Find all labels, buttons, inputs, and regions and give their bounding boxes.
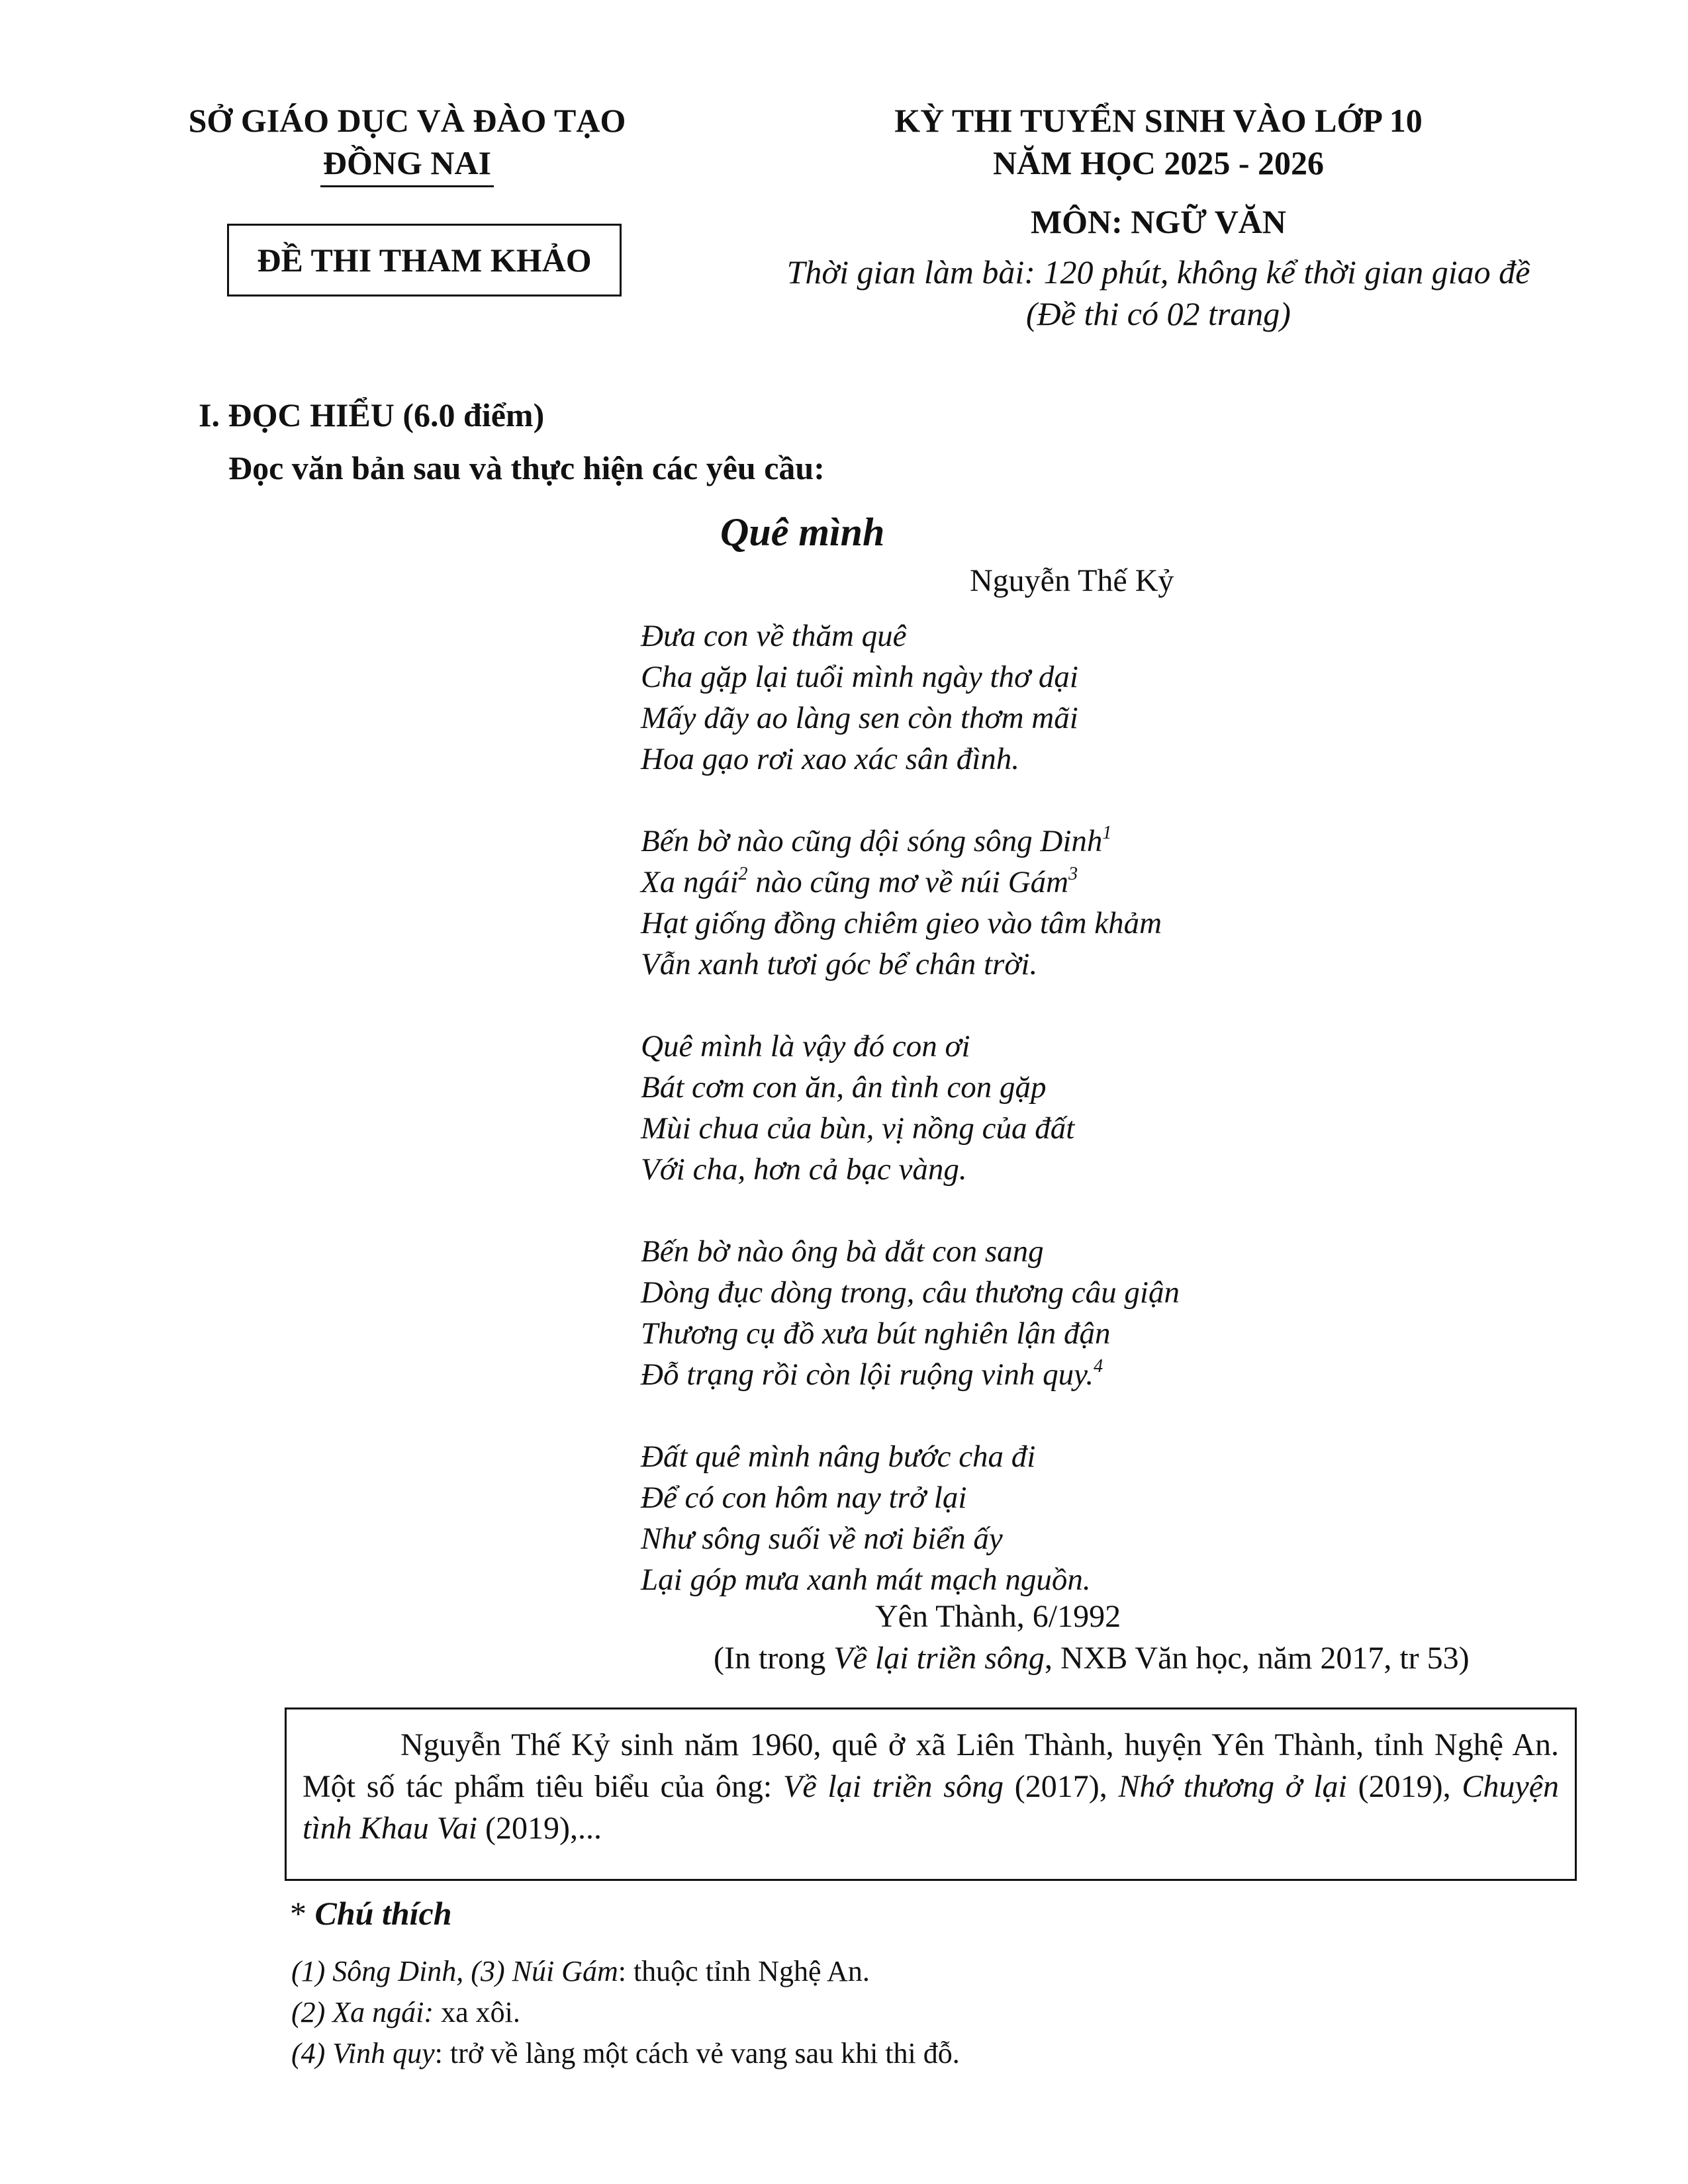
notes-heading: * Chú thích (290, 1895, 452, 1932)
poem-stanza-1 (641, 615, 1180, 780)
exam-info-block (728, 99, 1589, 335)
poem-line: Mùi chua của bùn, vị nồng của đất (641, 1111, 1075, 1146)
poem-line: Hoa gạo rơi xao xác sân đình. (641, 742, 1020, 776)
author-bio-text: Nguyễn Thế Kỷ sinh năm 1960, quê ở xã Liên Thành, huyện Yên Thành, tỉnh Nghệ An. Một số tác phẩm tiêu biểu của ông: Về lại triền sông (2017), Nhớ thương ở lại (2019), Chuyện tình Khau Vai (2019),... (303, 1727, 1560, 1846)
poem-line: Đưa con về thăm quê (641, 619, 907, 653)
poem-line: Bát cơm con ăn, ân tình con gặp (641, 1070, 1047, 1105)
subject-label: MÔN: NGỮ VĂN (1030, 203, 1287, 240)
footnote-mark-3: 3 (1068, 864, 1078, 885)
poem-line: Với cha, hơn cả bạc vàng. (641, 1152, 967, 1187)
poem-line: Thương cụ đồ xưa bút nghiên lận đận (641, 1316, 1111, 1351)
footnote-mark-4: 4 (1094, 1356, 1103, 1377)
poem-line: Bến bờ nào cũng dội sóng sông Dinh$^1$ (641, 823, 1112, 858)
poem-line: Đỗ trạng rồi còn lội ruộng vinh quy.$^4$ (641, 1356, 1103, 1392)
poem-line: Lại góp mưa xanh mát mạch nguồn. (641, 1563, 1091, 1597)
time-note: Thời gian làm bài: 120 phút, không kể thời gian giao đề (786, 253, 1530, 291)
poem-stanza-4 (641, 1231, 1180, 1395)
poem-place-date: Yên Thành, 6/1992 (875, 1599, 1121, 1634)
poem-stanza-3 (641, 1026, 1180, 1190)
poem-stanza-2 (641, 821, 1180, 985)
bio-work-title: Về lại triền sông (783, 1769, 1004, 1804)
poem-stanza-5 (641, 1436, 1180, 1600)
poem-line: Như sông suối về nơi biển ấy (641, 1522, 1003, 1556)
poem-line: Đất quê mình nâng bước cha đi (641, 1439, 1036, 1474)
exam-type-box (227, 224, 622, 296)
school-year: NĂM HỌC 2025 - 2026 (993, 144, 1324, 181)
poem-source: (In trong Về lại triền sông, NXB Văn học, năm 2017, tr 53) (714, 1641, 1470, 1676)
poem-author: Nguyễn Thế Kỷ (970, 563, 1174, 598)
poem-line: Bến bờ nào ông bà dắt con sang (641, 1234, 1044, 1269)
department-name: SỞ GIÁO DỤC VÀ ĐÀO TẠO (188, 102, 626, 139)
note-item: (4) Vinh quy: trở về làng một cách vẻ vang sau khi thi đỗ. (291, 2037, 960, 2070)
province-underline (320, 185, 494, 187)
bio-work-title: Nhớ thương ở lại (1118, 1769, 1347, 1804)
poem-line: Mấy dãy ao làng sen còn thơm mãi (641, 701, 1078, 735)
poem-title: Quê mình (720, 510, 885, 554)
section-instruction: Đọc văn bản sau và thực hiện các yêu cầu: (228, 449, 825, 486)
poem-line: Hạt giống đồng chiêm gieo vào tâm khảm (641, 906, 1162, 940)
poem-line: Dòng đục dòng trong, câu thương câu giận (641, 1275, 1180, 1310)
exam-type-label: ĐỀ THI THAM KHẢO (257, 242, 592, 279)
poem-line: Cha gặp lại tuổi mình ngày thơ dại (641, 660, 1078, 694)
note-item: (1) Sông Dinh, (3) Núi Gám: thuộc tỉnh Nghệ An. (291, 1955, 870, 1987)
section-heading: I. ĐỌC HIỂU (6.0 điểm) (199, 396, 545, 433)
footnote-mark-1: 1 (1102, 823, 1112, 844)
author-bio-box (285, 1707, 1577, 1881)
poem-line: Vẫn xanh tươi góc bể chân trời. (641, 947, 1038, 981)
poem-line: Quê mình là vậy đó con ơi (641, 1029, 970, 1064)
source-book-title: Về lại triền sông (833, 1641, 1045, 1676)
bio-work-title: Chuyện tình Khau Vai (303, 1769, 1560, 1846)
exam-title: KỲ THI TUYỂN SINH VÀO LỚP 10 (894, 102, 1423, 139)
notes-list (291, 1951, 960, 2074)
poem-body (641, 615, 1180, 1600)
note-item: (2) Xa ngái: xa xôi. (291, 1996, 520, 2028)
department-block (152, 99, 662, 187)
footnote-mark-2: 2 (738, 864, 748, 885)
poem-line: Để có con hôm nay trở lại (641, 1480, 967, 1515)
pages-note: (Đề thi có 02 trang) (1026, 295, 1291, 332)
province-name: ĐỒNG NAI (322, 144, 492, 181)
poem-line: Xa ngái$^2$ nào cũng mơ về núi Gám$^3$ (641, 864, 1078, 899)
